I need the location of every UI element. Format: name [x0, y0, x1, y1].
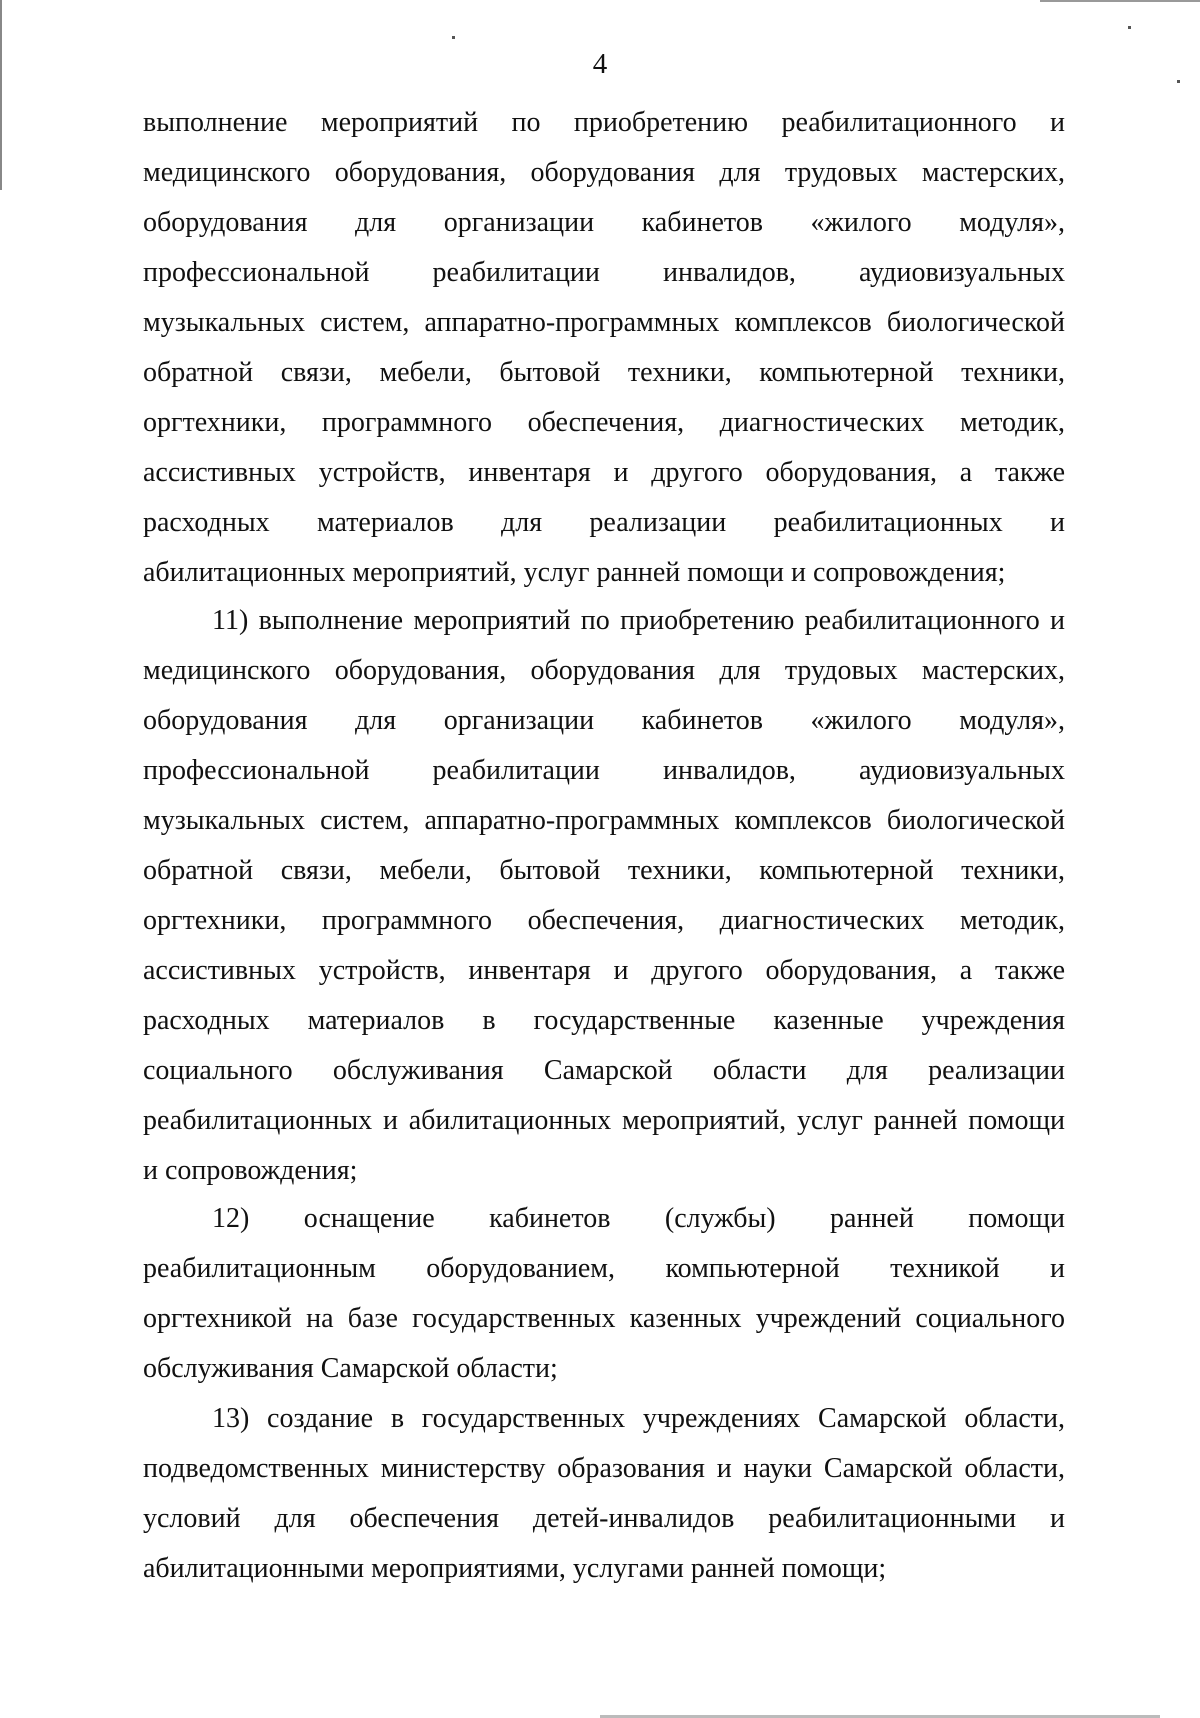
- text-line: оборудования для организации кабинетов «жилого модуля»,: [143, 207, 1065, 238]
- text-line: музыкальных систем, аппаратно-программных комплексов биологической: [143, 805, 1065, 836]
- text-line: профессиональной реабилитации инвалидов, аудиовизуальных: [143, 257, 1065, 288]
- text-line: расходных материалов в государственные казенные учреждения: [143, 1005, 1065, 1036]
- text-line: обслуживания Самарской области;: [143, 1353, 558, 1384]
- text-line: условий для обеспечения детей-инвалидов реабилитационными и: [143, 1503, 1065, 1534]
- text-line: профессиональной реабилитации инвалидов, аудиовизуальных: [143, 755, 1065, 786]
- list-item-11: 11) выполнение мероприятий по приобретению реабилитационного и: [212, 605, 1065, 636]
- text-line: обратной связи, мебели, бытовой техники, компьютерной техники,: [143, 357, 1065, 388]
- list-item-13: 13) создание в государственных учреждениях Самарской области,: [212, 1403, 1065, 1434]
- text-line: реабилитационным оборудованием, компьютерной техникой и: [143, 1253, 1065, 1284]
- scan-dot: [452, 36, 455, 39]
- text-line: оргтехники, программного обеспечения, диагностических методик,: [143, 905, 1065, 936]
- text-line: медицинского оборудования, оборудования для трудовых мастерских,: [143, 157, 1065, 188]
- text-line: выполнение мероприятий по приобретению реабилитационного и: [143, 107, 1065, 138]
- page-number: 4: [592, 48, 608, 80]
- text-line: оборудования для организации кабинетов «жилого модуля»,: [143, 705, 1065, 736]
- text-line: реабилитационных и абилитационных мероприятий, услуг ранней помощи: [143, 1105, 1065, 1136]
- text-line: ассистивных устройств, инвентаря и другого оборудования, а также: [143, 955, 1065, 986]
- text-line: абилитационными мероприятиями, услугами ранней помощи;: [143, 1553, 887, 1584]
- text-line: медицинского оборудования, оборудования для трудовых мастерских,: [143, 655, 1065, 686]
- text-line: подведомственных министерству образования и науки Самарской области,: [143, 1453, 1065, 1484]
- text-line: расходных материалов для реализации реабилитационных и: [143, 507, 1065, 538]
- text-line: ассистивных устройств, инвентаря и другого оборудования, а также: [143, 457, 1065, 488]
- text-line: и сопровождения;: [143, 1155, 358, 1186]
- scan-top-artifact: [1040, 0, 1200, 2]
- text-line: абилитационных мероприятий, услуг ранней помощи и сопровождения;: [143, 557, 1006, 588]
- text-line: оргтехникой на базе государственных казенных учреждений социального: [143, 1303, 1065, 1334]
- scan-dot: [1128, 26, 1131, 29]
- text-line: музыкальных систем, аппаратно-программных комплексов биологической: [143, 307, 1065, 338]
- scan-dot: [1177, 80, 1180, 83]
- scan-edge-artifact: [0, 0, 2, 190]
- text-line: обратной связи, мебели, бытовой техники, компьютерной техники,: [143, 855, 1065, 886]
- list-item-12: 12) оснащение кабинетов (службы) ранней помощи: [212, 1203, 1065, 1234]
- text-line: социального обслуживания Самарской области для реализации: [143, 1055, 1065, 1086]
- text-line: оргтехники, программного обеспечения, диагностических методик,: [143, 407, 1065, 438]
